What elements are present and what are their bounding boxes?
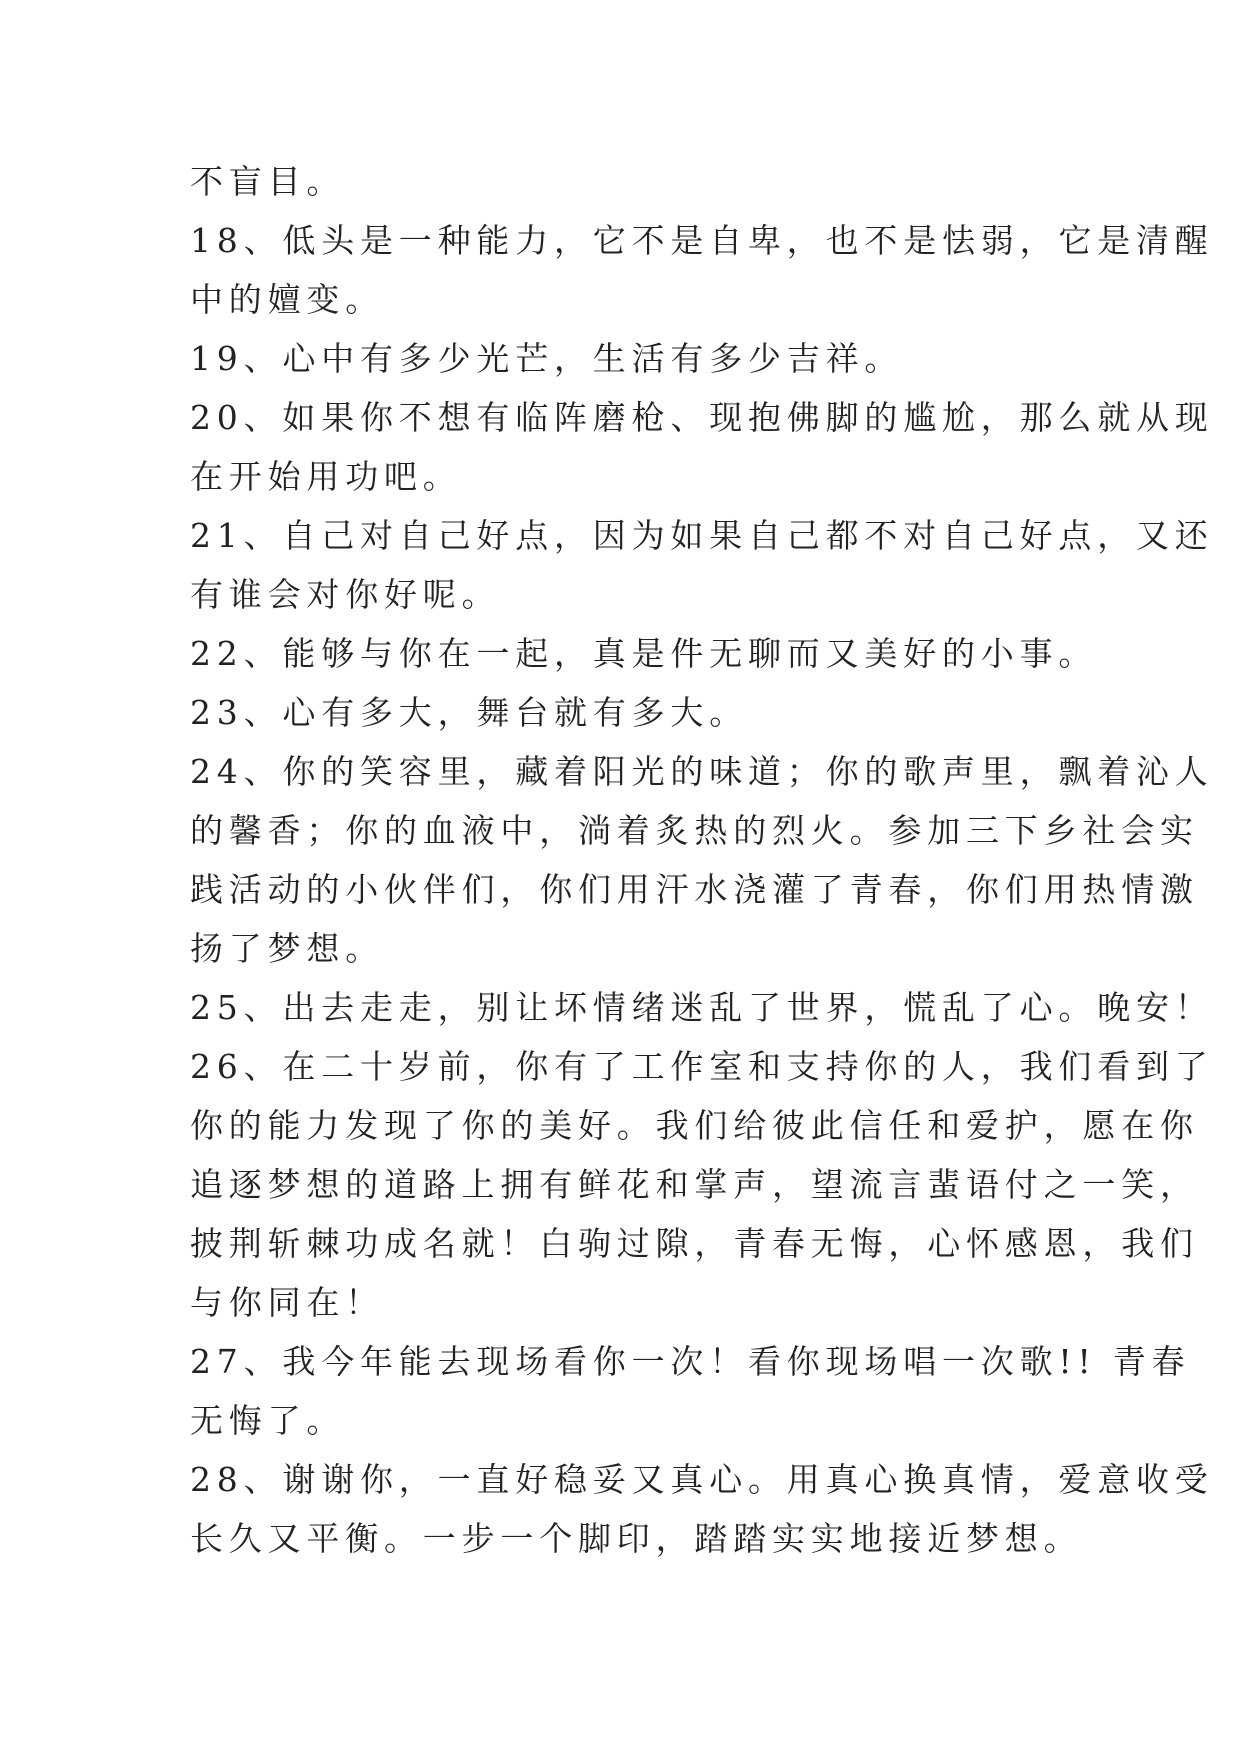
text-line: 长久又平衡。一步一个脚印，踏踏实实地接近梦想。 [190,1519,1083,1558]
text-line: 20、如果你不想有临阵磨枪、现抱佛脚的尴尬，那么就从现 [190,398,1214,437]
text-line: 21、自己对自己好点，因为如果自己都不对自己好点，又还 [190,516,1214,555]
text-line: 有谁会对你好呢。 [190,575,501,614]
text-line: 扬了梦想。 [190,929,384,968]
text-line: 在开始用功吧。 [190,457,462,496]
text-line: 无悔了。 [190,1401,346,1440]
document-body [190,152,1214,1568]
text-line: 中的嬗变。 [190,280,384,319]
text-line: 23、心有多大，舞台就有多大。 [190,693,748,732]
text-line: 不盲目。 [190,162,346,201]
text-line: 24、你的笑容里，藏着阳光的味道；你的歌声里，飘着沁人 [190,752,1214,791]
text-line: 追逐梦想的道路上拥有鲜花和掌声，望流言蜚语付之一笑， [190,1165,1199,1204]
text-line: 27、我今年能去现场看你一次！看你现场唱一次歌!! 青春 [190,1342,1191,1381]
text-line: 与你同在！ [190,1283,384,1322]
text-line: 28、谢谢你，一直好稳妥又真心。用真心换真情，爱意收受 [190,1460,1214,1499]
text-line: 22、能够与你在一起，真是件无聊而又美好的小事。 [190,634,1098,673]
text-line: 披荆斩棘功成名就！白驹过隙，青春无悔，心怀感恩，我们 [190,1224,1199,1263]
text-line: 的馨香；你的血液中，淌着炙热的烈火。参加三下乡社会实 [190,811,1199,850]
text-line: 25、出去走走，别让坏情绪迷乱了世界，慌乱了心。晚安！ [190,988,1214,1027]
text-line: 践活动的小伙伴们，你们用汗水浇灌了青春，你们用热情激 [190,870,1199,909]
text-line: 你的能力发现了你的美好。我们给彼此信任和爱护，愿在你 [190,1106,1199,1145]
text-line: 19、心中有多少光芒，生活有多少吉祥。 [190,339,904,378]
text-line: 26、在二十岁前，你有了工作室和支持你的人，我们看到了 [190,1047,1214,1086]
text-line: 18、低头是一种能力，它不是自卑，也不是怯弱，它是清醒 [190,221,1214,260]
